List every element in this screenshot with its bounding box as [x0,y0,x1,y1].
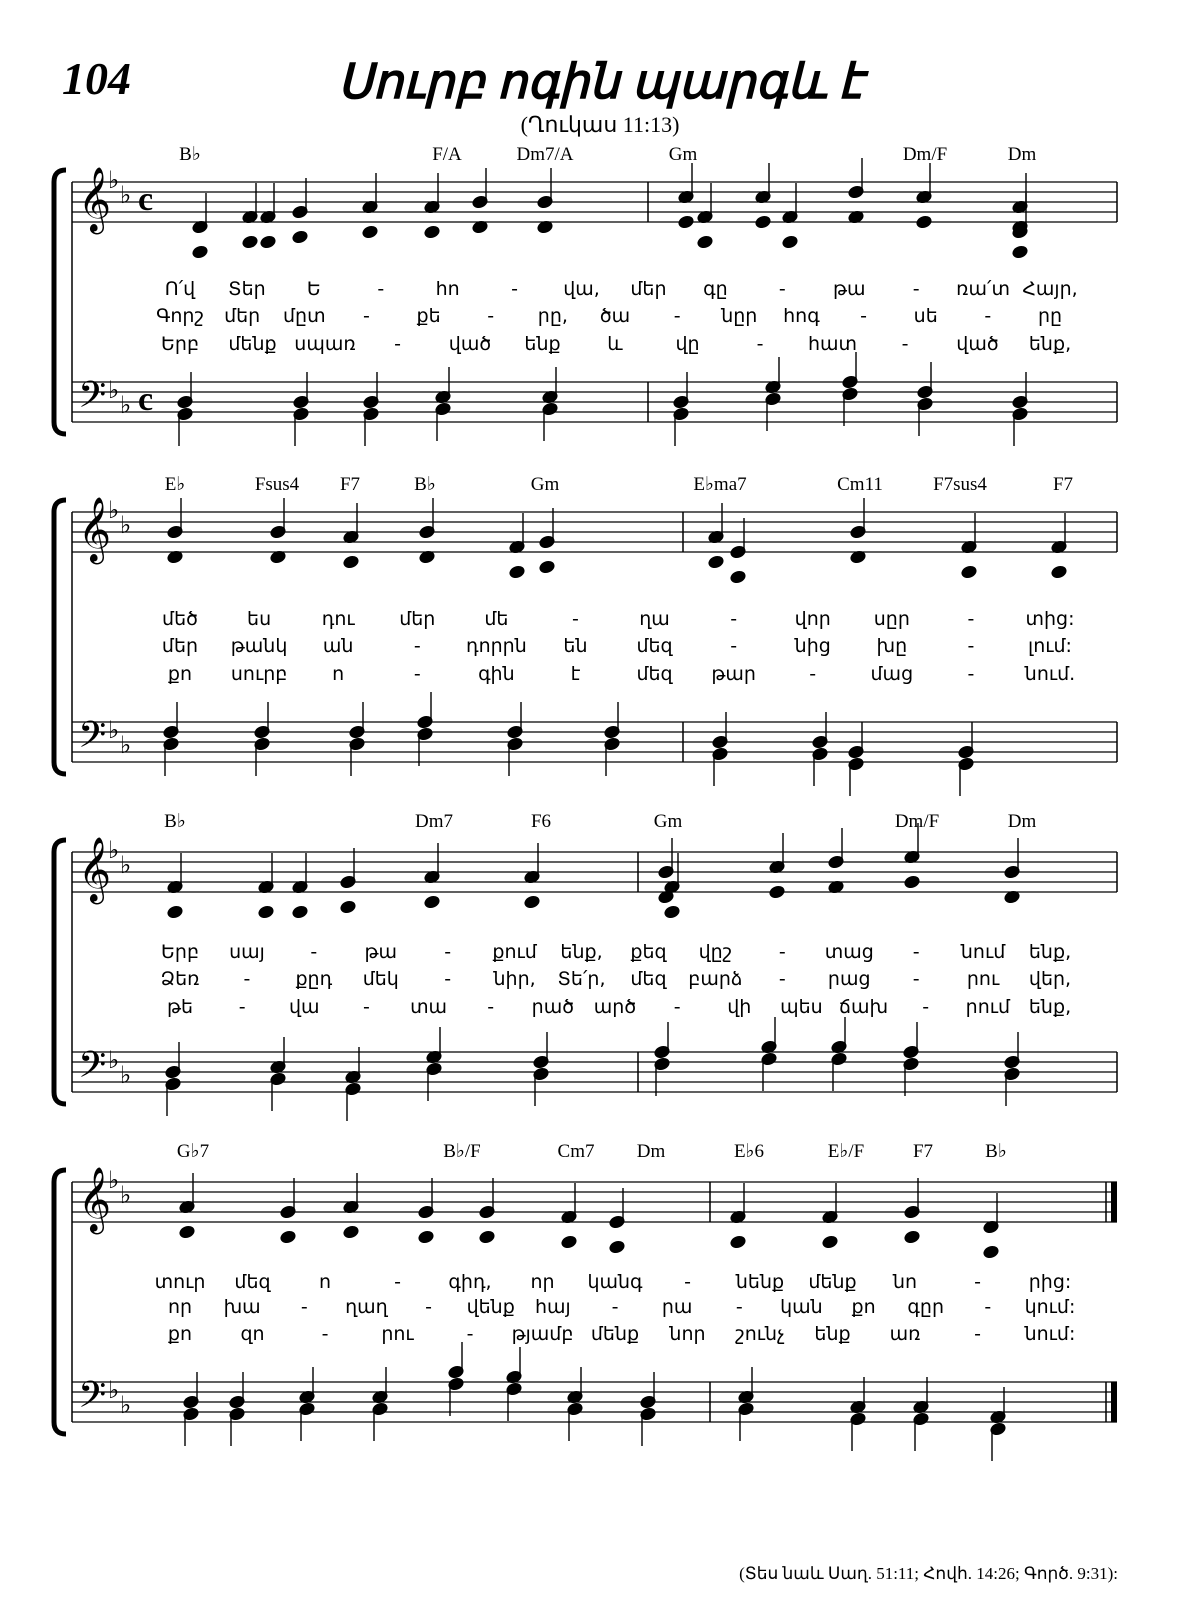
lyric-hyphen: - [730,635,738,657]
lyric-syllable: րած [531,996,575,1018]
chord-symbol: Gm [530,474,560,495]
chord-symbol: B♭ [179,144,201,165]
lyric-syllable: նոր [669,1323,706,1345]
flat-icon: ♭ [120,511,132,539]
treble-note-lower [192,245,209,259]
treble-note-lower [179,1225,196,1239]
lyric-hyphen: - [756,333,764,355]
lyric-syllable: են [563,635,588,657]
lyric-syllable: ենք, [1028,333,1072,355]
lyric-hyphen: - [684,1271,691,1293]
lyric-syllable: Երբ [161,333,199,355]
chord-symbol: E♭6 [733,1141,765,1162]
lyric-hyphen: - [572,608,579,630]
lyric-syllable: խը [876,635,908,657]
lyric-syllable: նից [794,635,831,657]
treble-note-lower [479,1230,496,1244]
lyric-syllable: պես [780,996,823,1018]
treble-note-lower [769,885,786,899]
flat-icon: ♭ [108,166,120,194]
lyric-syllable: թա [832,278,866,300]
lyric-syllable: նում: [1024,1323,1076,1345]
lyric-syllable: ես [247,608,272,630]
lyric-syllable: նո [892,1271,918,1293]
lyric-syllable: քըդ [295,968,333,990]
system-bracket [54,500,66,774]
lyric-syllable: ան [322,635,354,657]
lyric-hyphen: - [922,996,930,1018]
chord-symbol: E♭ [164,474,186,495]
lyric-hyphen: - [238,996,246,1018]
lyric-syllable: Հայր, [1022,278,1078,300]
lyric-hyphen: - [243,968,251,990]
treble-note-lower [961,565,978,579]
lyric-hyphen: - [912,968,920,990]
lyric-hyphen: - [974,1323,981,1345]
lyric-syllable: գիդ, [448,1271,492,1293]
lyric-hyphen: - [394,1271,401,1293]
treble-clef-icon: 𝄞 [78,837,112,902]
lyric-hyphen: - [487,996,495,1018]
treble-note-lower [561,1235,578,1249]
lyric-syllable: սուրբ [230,663,288,685]
lyric-hyphen: - [611,1296,619,1318]
chord-symbol: Dm [1007,144,1037,165]
treble-note-lower [292,905,309,919]
flat-icon: ♭ [108,376,120,404]
chord-symbol: Cm11 [837,474,883,495]
lyric-hyphen: - [778,278,786,300]
final-barline-thick [1111,1382,1117,1422]
hymn-title: Սուրբ ոգին պարգև է [337,56,863,109]
lyric-hyphen: - [860,305,868,327]
lyric-syllable: ենք, [1028,941,1072,963]
lyric-hyphen: - [730,608,738,630]
lyric-syllable: մենք [808,1271,857,1293]
lyric-syllable: Տե՛ր, [557,968,606,990]
flat-icon: ♭ [108,496,120,524]
lyric-hyphen: - [984,1296,992,1318]
treble-note-lower [418,1230,435,1244]
lyric-syllable: մըտ [282,305,326,327]
chord-symbol: Cm7 [557,1141,595,1162]
lyric-syllable: տաց [824,941,874,963]
lyric-syllable: մե [484,608,509,630]
lyric-syllable: մեզ [636,635,673,657]
lyric-syllable: մեր [224,305,261,327]
lyric-hyphen: - [321,1323,329,1345]
chord-symbol: F7 [339,474,361,495]
lyric-syllable: ղաղ [345,1296,388,1318]
lyric-hyphen: - [413,635,421,657]
lyric-syllable: լում: [1028,635,1072,657]
lyric-syllable: Գորշ [156,305,204,327]
lyric-syllable: ծա [599,305,631,327]
treble-note-lower [1051,565,1068,579]
lyric-syllable: մեզ [234,1271,271,1293]
chord-symbol: G♭7 [176,1141,210,1162]
treble-note-lower [697,235,714,249]
lyric-syllable: րը [1037,305,1063,327]
treble-note-lower [983,1245,1000,1259]
lyric-syllable: Ձեռ [160,968,200,990]
bass-clef-icon: 𝄢 [78,374,107,425]
lyric-hyphen: - [413,663,421,685]
lyric-syllable: հատ [807,333,858,355]
lyric-syllable: զո [240,1323,265,1345]
lyric-hyphen: - [362,996,370,1018]
system-bracket [54,170,66,434]
final-barline-thick [1111,1182,1117,1222]
lyric-syllable: ենք, [1028,996,1072,1018]
lyric-syllable: գին [478,663,515,685]
lyric-syllable: րա [661,1296,693,1318]
lyric-hyphen: - [974,1271,981,1293]
chord-symbol: F7 [912,1141,934,1162]
treble-note-lower [708,555,725,569]
lyric-syllable: առ [889,1323,921,1345]
lyric-hyphen: - [444,941,452,963]
lyric-syllable: վեր, [1028,968,1072,990]
lyric-hyphen: - [984,305,992,327]
lyric-hyphen: - [735,1296,743,1318]
flat-icon: ♭ [120,1181,132,1209]
lyric-syllable: րից: [1028,1271,1072,1293]
chord-symbol: B♭ [985,1141,1007,1162]
lyric-syllable: մաց [870,663,914,685]
lyric-syllable: որ [167,1296,193,1318]
treble-note-lower [258,905,275,919]
treble-note-lower [343,555,360,569]
lyric-hyphen: - [967,635,975,657]
lyric-hyphen: - [809,663,817,685]
treble-note-lower [424,895,441,909]
lyric-syllable: ճախ [839,996,889,1018]
lyric-syllable: սայ [229,941,265,963]
lyric-hyphen: - [673,305,681,327]
treble-note-lower [242,235,259,249]
lyric-syllable: մենք [590,1323,640,1345]
lyric-syllable: քո [851,1296,876,1318]
lyric-hyphen: - [778,968,786,990]
treble-note-lower [509,565,526,579]
lyric-syllable: նում. [1024,663,1076,685]
lyric-hyphen: - [362,305,370,327]
lyric-hyphen: - [444,968,452,990]
lyric-syllable: տա [410,996,448,1018]
treble-clef-icon: 𝄞 [78,497,112,562]
lyric-syllable: վենք [466,1296,515,1318]
lyric-hyphen: - [310,941,318,963]
lyric-syllable: նըր [721,305,758,327]
lyric-syllable: վա [289,996,320,1018]
flat-icon: ♭ [120,391,132,419]
lyric-syllable: թյամբ [511,1323,574,1345]
treble-note-lower [280,1230,297,1244]
lyric-syllable: վըշ [698,941,733,963]
lyric-syllable: սըր [873,608,910,630]
lyric-syllable: գըր [907,1296,945,1318]
lyric-syllable: կանգ [587,1271,643,1293]
lyric-syllable: վոր [794,608,831,630]
lyric-syllable: տուր [154,1271,206,1293]
lyric-syllable: րու [966,968,1000,990]
treble-note-lower [904,875,921,889]
lyric-syllable: մեզ [630,968,667,990]
lyric-syllable: և [607,333,623,355]
chord-symbol: F6 [530,811,552,832]
treble-note-lower [340,900,357,914]
lyric-hyphen: - [466,1323,474,1345]
lyric-syllable: րում [965,996,1011,1018]
lyric-syllable: գը [703,278,728,300]
lyric-syllable: վը [675,333,700,355]
chord-symbol: Gm [653,811,683,832]
lyric-hyphen: - [511,278,519,300]
treble-note-lower [730,570,747,584]
lyric-syllable: է [570,663,581,685]
lyric-syllable: րը, [537,305,568,327]
chord-symbol: B♭ [164,811,186,832]
lyric-syllable: կան [780,1296,823,1318]
treble-clef-icon: 𝄞 [78,167,112,232]
treble-note-lower [609,1240,626,1254]
lyric-syllable: քեզ [630,941,667,963]
lyric-syllable: մեր [161,635,199,657]
lyric-syllable: որ [530,1271,555,1293]
lyric-syllable: քո [167,663,193,685]
treble-note-lower [755,215,772,229]
lyric-hyphen: - [912,941,920,963]
lyric-hyphen: - [300,1296,308,1318]
treble-note-lower [343,1225,360,1239]
lyric-syllable: արծ [593,996,637,1018]
lyric-hyphen: - [377,278,385,300]
lyric-hyphen: - [487,305,495,327]
hymn-number: 104 [62,53,131,104]
system-bracket [54,840,66,1104]
lyric-syllable: կում: [1024,1296,1076,1318]
lyric-syllable: խա [223,1296,261,1318]
lyric-syllable: մեզ [636,663,673,685]
time-signature-common: c [138,181,154,218]
lyric-syllable: վի [727,996,752,1018]
lyric-syllable: մեր [630,278,667,300]
lyric-syllable: ենք [814,1323,851,1345]
bass-clef-icon: 𝄢 [78,1044,107,1095]
lyric-syllable: թե [166,996,194,1018]
lyric-syllable: մեծ [162,608,198,630]
chord-symbol: Dm/F [894,811,940,832]
lyric-syllable: դորրն [465,635,527,657]
footer-references: (Տես նաև Սաղ. 51:11; Հովհ. 14:26; Գործ. 9:31): [739,1564,1118,1583]
treble-note-lower [524,895,541,909]
chord-symbol: E♭ma7 [693,474,747,495]
lyric-syllable: Ո՛վ [164,278,196,300]
lyric-syllable: Տեր [228,278,266,300]
lyric-syllable: սպառ [294,333,356,355]
lyric-syllable: Երբ [161,941,199,963]
chord-symbol: Gm [668,144,698,165]
treble-note-lower [730,1235,747,1249]
flat-icon: ♭ [120,731,132,759]
lyric-syllable: Ե [306,278,321,300]
lyric-syllable: հո [435,278,460,300]
chord-symbol: B♭/F [443,1141,481,1162]
flat-icon: ♭ [108,836,120,864]
lyric-hyphen: - [912,278,920,300]
scripture-reference: (Ղուկաս 11:13) [520,112,680,137]
treble-note-lower [362,225,379,239]
lyric-syllable: տից: [1025,608,1075,630]
treble-note-lower [1012,245,1029,259]
lyric-syllable: ված [956,333,999,355]
lyric-hyphen: - [394,333,401,355]
treble-note-lower [664,905,681,919]
lyric-hyphen: - [967,608,975,630]
lyric-syllable: քե [416,305,441,327]
chord-symbol: F7 [1052,474,1074,495]
lyric-syllable: ո [332,663,345,685]
flat-icon: ♭ [120,181,132,209]
lyric-syllable: ենք, [560,941,603,963]
lyric-hyphen: - [778,941,786,963]
chord-symbol: F7sus4 [933,474,987,495]
lyric-hyphen: - [673,996,681,1018]
flat-icon: ♭ [120,851,132,879]
chord-symbol: Dm [636,1141,666,1162]
treble-note-lower [822,1235,839,1249]
treble-clef-icon: 𝄞 [78,1167,112,1232]
lyric-syllable: դու [321,608,355,630]
lyric-syllable: հոգ [783,305,820,327]
lyric-syllable: բարձ [688,968,743,990]
treble-note-lower [904,1230,921,1244]
lyric-hyphen: - [901,333,909,355]
lyric-syllable: րու [381,1323,414,1345]
lyric-syllable: քում [492,941,537,963]
lyric-syllable: սե [913,305,938,327]
flat-icon: ♭ [120,1391,132,1419]
flat-icon: ♭ [108,1046,120,1074]
lyric-syllable: թա [364,941,398,963]
system-bracket [54,1170,66,1434]
lyric-syllable: մեր [399,608,436,630]
lyric-syllable: ղա [639,608,670,630]
bass-clef-icon: 𝄢 [78,714,107,765]
treble-note-lower [260,235,277,249]
lyric-syllable: րաց [827,968,871,990]
chord-symbol: Dm7 [415,811,453,832]
chord-symbol: B♭ [414,474,436,495]
lyric-syllable: նիր, [493,968,536,990]
lyric-syllable: վա, [563,278,600,300]
time-signature-common: c [138,381,154,418]
lyric-syllable: շունչ [735,1323,785,1345]
lyric-syllable: ված [448,333,492,355]
treble-note-lower [678,215,695,229]
lyric-syllable: թանկ [230,635,288,657]
flat-icon: ♭ [120,1061,132,1089]
lyric-syllable: նենք [735,1271,785,1293]
chord-symbol: Dm [1007,811,1037,832]
lyric-syllable: հայ [534,1296,571,1318]
chord-symbol: Fsus4 [254,474,300,495]
treble-note-lower [916,215,933,229]
lyric-syllable: մենք [228,333,277,355]
chord-symbol: Dm/F [902,144,948,165]
treble-note-lower [292,230,309,244]
bass-clef-icon: 𝄢 [78,1374,107,1425]
treble-note-lower [539,560,556,574]
treble-note-lower [424,225,441,239]
chord-symbol: F/A [432,144,462,165]
lyric-syllable: նում [960,941,1006,963]
flat-icon: ♭ [108,1376,120,1404]
chord-symbol: E♭/F [827,1141,865,1162]
flat-icon: ♭ [108,1166,120,1194]
flat-icon: ♭ [108,716,120,744]
lyric-syllable: թար [711,663,756,685]
lyric-syllable: մեկ [362,968,399,990]
lyric-syllable: ենք [524,333,561,355]
lyric-syllable: ո [318,1271,332,1293]
lyric-hyphen: - [425,1296,433,1318]
chord-symbol: Dm7/A [516,144,574,165]
treble-note-lower [167,905,184,919]
lyric-syllable: ռա՛տ [956,278,1010,300]
lyric-syllable: քո [167,1323,193,1345]
treble-note-lower [782,235,799,249]
lyric-hyphen: - [967,663,975,685]
